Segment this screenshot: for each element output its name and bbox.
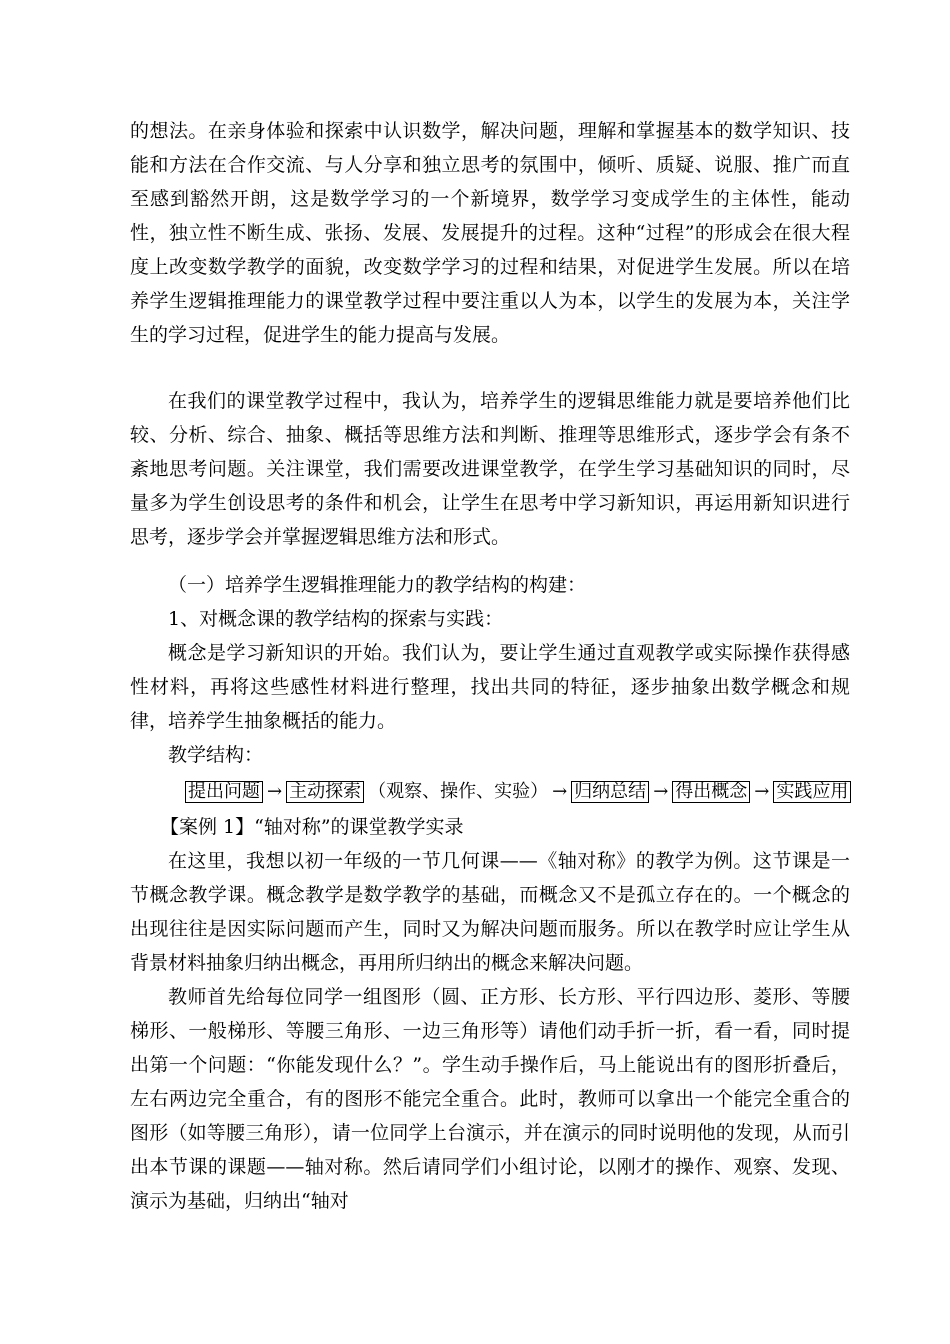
paragraph-2: 在我们的课堂教学过程中，我认为，培养学生的逻辑思维能力就是要培养他们比较、分析、综合、抽象、概括等思维方法和判断、推理等思维形式，逐步学会有条不紊地思考问题。关注课堂，我们需要改进课堂教学，在学生学习基础知识的同时，尽量多为学生创设思考的条件和机会，让学生在思考中学习新知识，再运用新知识进行思考，逐步学会并掌握逻辑思维方法和形式。	[130, 390, 850, 548]
section-heading: （一）培养学生逻辑推理能力的教学结构的构建：	[168, 574, 587, 596]
teaching-structure-label: 教学结构：	[168, 744, 264, 766]
paragraph-5: 教师首先给每位同学一组图形（圆、正方形、长方形、平行四边形、菱形、等腰梯形、一般梯形、等腰三角形、一边三角形等）请他们动手折一折，看一看，同时提出第一个问题：“你能发现什么？”。学生动手操作后，马上能说出有的图形折叠后，左右两边完全重合，有的图形不能完全重合。此时，教师可以拿出一个能完全重合的图形（如等腰三角形），请一位同学上台演示，并在演示的同时说明他的发现，从而引出本节课的课题——轴对称。然后请同学们小组讨论，以刚才的操作、观察、发现、演示为基础，归纳出“轴对	[130, 986, 850, 1212]
flow-step-5: 实践应用	[773, 781, 851, 803]
teaching-structure-flow	[185, 779, 851, 805]
subsection-heading: 1、对概念课的教学结构的探索与实践：	[168, 608, 504, 630]
flow-step-2-note: （观察、操作、实验）	[368, 781, 549, 802]
flow-step-4: 得出概念	[672, 781, 750, 803]
paragraph-3: 概念是学习新知识的开始。我们认为，要让学生通过直观教学或实际操作获得感性材料，再将这些感性材料进行整理，找出共同的特征，逐步抽象出数学概念和规律，培养学生抽象概括的能力。	[130, 642, 850, 732]
paragraph-4: 在这里，我想以初一年级的一节几何课——《轴对称》的教学为例。这节课是一节概念教学课。概念教学是数学教学的基础，而概念又不是孤立存在的。一个概念的出现往往是因实际问题而产生，同时又为解决问题而服务。所以在教学时应让学生从背景材料抽象归纳出概念，再用所归纳出的概念来解决问题。	[130, 850, 850, 974]
flow-step-3: 归纳总结	[571, 781, 649, 803]
paragraph-1: 的想法。在亲身体验和探索中认识数学，解决问题，理解和掌握基本的数学知识、技能和方法在合作交流、与人分享和独立思考的氛围中，倾听、质疑、说服、推广而直至感到豁然开朗，这是数学学习的一个新境界，数学学习变成学生的主体性，能动性，独立性不断生成、张扬、发展、发展提升的过程。这种“过程”的形成会在很大程度上改变数学教学的面貌，改变数学学习的过程和结果，对促进学生发展。所以在培养学生逻辑推理能力的课堂教学过程中要注重以人为本，以学生的发展为本，关注学生的学习过程，促进学生的能力提高与发展。	[130, 120, 850, 346]
flow-arrow-icon: →	[267, 781, 283, 802]
flow-step-2: 主动探索	[286, 781, 364, 803]
flow-arrow-icon: →	[653, 781, 669, 802]
flow-arrow-icon: →	[552, 781, 568, 802]
flow-step-1: 提出问题	[185, 781, 263, 803]
flow-arrow-icon: →	[754, 781, 770, 802]
case-title: 【案例 1】“轴对称”的课堂教学实录	[160, 816, 464, 838]
